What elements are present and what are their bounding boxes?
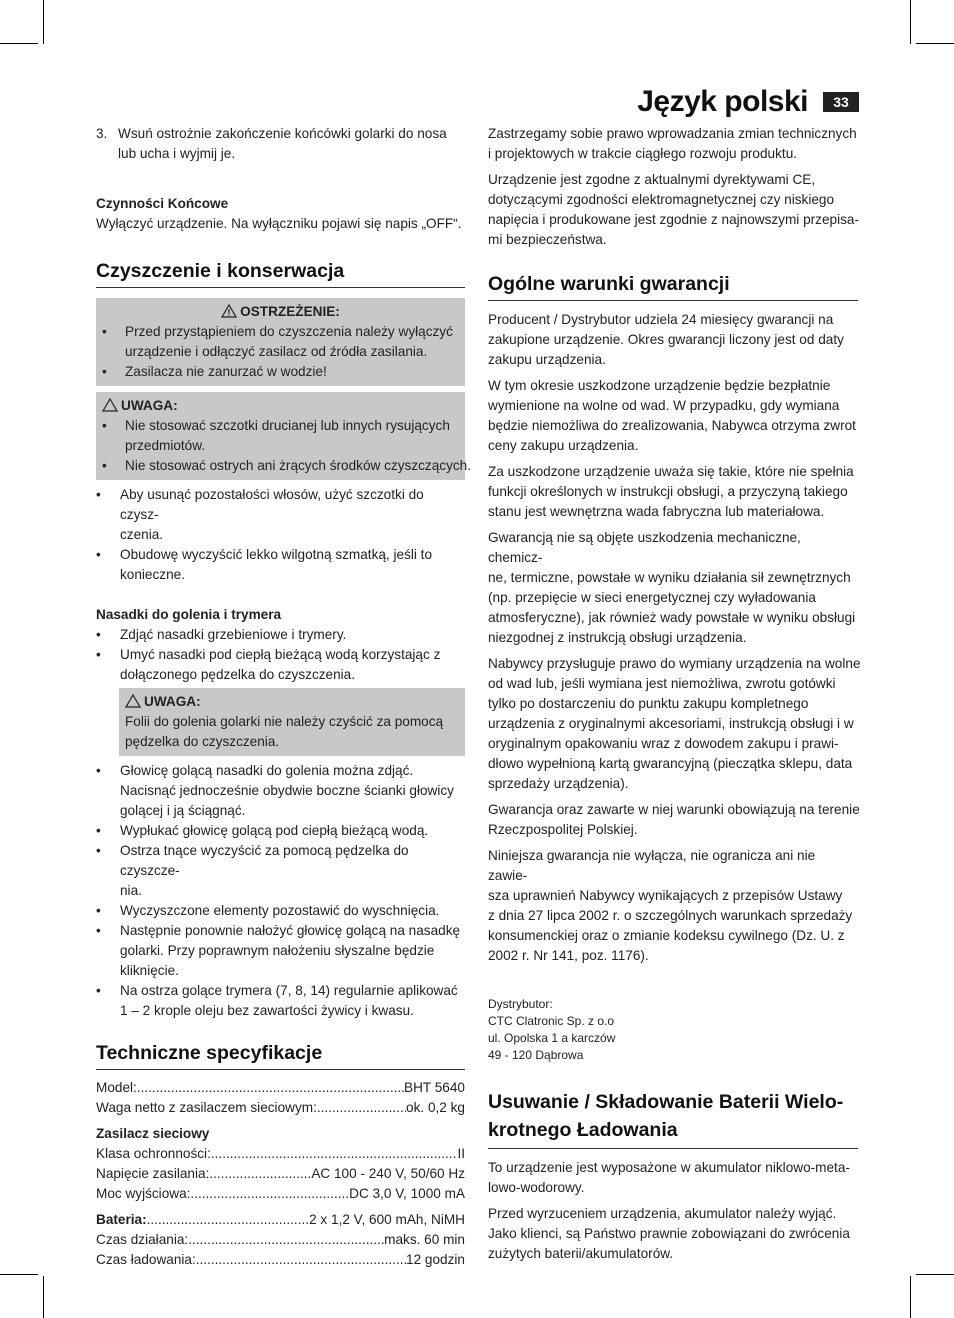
- distributor-line: ul. Opolska 1 a karczów: [488, 1031, 616, 1045]
- text-line: sprzedaży urządzenia).: [488, 776, 629, 791]
- list-item: [96, 625, 465, 645]
- bullet-icon: •: [96, 547, 101, 562]
- text-line: lowo-wodorowy.: [488, 1180, 585, 1195]
- paragraph: [488, 124, 858, 164]
- caution-text: Folii do golenia golarki nie należy czyścić za pomocą: [125, 714, 444, 729]
- bullet-icon: •: [96, 823, 101, 838]
- text-line: Producent / Dystrybutor udziela 24 miesięcy gwarancji na: [488, 312, 834, 327]
- warning-item-text: Zasilacza nie zanurzać w wodzie!: [125, 364, 327, 379]
- disposal-heading: [488, 1088, 858, 1149]
- bullet-icon: •: [96, 923, 101, 938]
- distributor-line: 49 - 120 Dąbrowa: [488, 1048, 584, 1062]
- spec-row: [96, 1144, 465, 1164]
- bullet-icon: •: [102, 418, 107, 433]
- caution-box-foil: [119, 688, 465, 756]
- list-item-text: Nacisnąć jednocześnie obydwie boczne ścianki głowicy: [120, 783, 454, 798]
- leader-dots: [209, 1164, 311, 1184]
- text-line: (np. przepięcie w sieci energetycznej czy wyładowania: [488, 590, 816, 605]
- leader-dots: [317, 1098, 406, 1118]
- list-item-text: Zdjąć nasadki grzebieniowe i trymery.: [120, 627, 347, 642]
- spec-row: [96, 1184, 465, 1204]
- text-line: Zastrzegamy sobie prawo wprowadzania zmian technicznych: [488, 126, 857, 141]
- bullet-icon: •: [102, 324, 107, 339]
- caution-box: [96, 392, 471, 480]
- text-line: mi bezpieczeństwa.: [488, 232, 607, 247]
- list-item-text: Aby usunąć pozostałości włosów, użyć szczotki do czysz-: [120, 487, 424, 522]
- step-text: Wsuń ostrożnie zakończenie końcówki golarki do nosa: [118, 126, 447, 141]
- text-line: będzie niemożliwa do zrealizowania, Nabywca otrzyma zwrot: [488, 418, 856, 433]
- warning-title: [102, 302, 459, 322]
- list-item-text: Wypłukać głowicę golącą pod ciepłą bieżącą wodą.: [120, 823, 429, 838]
- list-item-text: 1 – 2 krople oleju bez zawartości żywicy i kwasu.: [120, 1003, 414, 1018]
- page-number-badge: 33: [823, 92, 859, 112]
- spec-row: [96, 1098, 465, 1118]
- text-line: konsumenckiej oraz o zmianie kodeksu cywilnego (Dz. U. z: [488, 928, 845, 943]
- bullet-icon: •: [96, 627, 101, 642]
- final-steps-heading: Czynności Końcowe: [96, 196, 229, 211]
- list-item: [96, 761, 465, 821]
- list-item-text: Głowicę golącą nasadki do golenia można zdjąć.: [120, 763, 414, 778]
- distributor-line: CTC Clatronic Sp. z o.o: [488, 1014, 615, 1028]
- warning-triangle-icon: [221, 304, 237, 318]
- bullet-icon: •: [96, 763, 101, 778]
- spec-row: [96, 1210, 465, 1230]
- distributor-line: Dystrybutor:: [488, 997, 553, 1011]
- paragraph: [488, 528, 858, 648]
- caution-item-text: Nie stosować ostrych ani żrących środków czyszczących.: [125, 458, 471, 473]
- bullet-icon: •: [96, 647, 101, 662]
- cleaning-heading: Czyszczenie i konserwacja: [96, 259, 465, 288]
- text-line: dotyczącymi zgodności elektromagnetycznej czy niskiego: [488, 192, 835, 207]
- text-line: z dnia 27 lipca 2002 r. o szczególnych warunkach sprzedaży: [488, 908, 853, 923]
- leader-dots: [211, 1144, 458, 1164]
- text-line: i projektowych w trakcie ciągłego rozwoju produktu.: [488, 146, 798, 161]
- text-line: Nabywcy przysługuje prawo do wymiany urządzenia na wolne: [488, 656, 861, 671]
- list-item: [96, 841, 465, 901]
- list-item: [96, 485, 465, 545]
- spec-label: Czas działania:: [96, 1232, 189, 1247]
- text-line: dłowo wypełnioną kartą gwarancyjną (pieczątka sklepu, data: [488, 756, 853, 771]
- text-line: od wad lub, jeśli wymiana jest niemożliwa, zwrotu gotówki: [488, 676, 836, 691]
- list-item: [96, 921, 465, 981]
- spec-value: 2 x 1,2 V, 600 mAh, NiMH: [309, 1212, 465, 1227]
- warning-item: [102, 362, 459, 382]
- paragraph: [488, 170, 858, 250]
- paragraph: [488, 800, 858, 840]
- text-line: Gwarancja oraz zawarte w niej warunki obowiązują na terenie: [488, 802, 860, 817]
- caution-item-text: Nie stosować szczotki drucianej lub innych rysujących: [125, 418, 450, 433]
- caution-text: pędzelka do czyszczenia.: [125, 734, 280, 749]
- right-column: [488, 124, 861, 1270]
- warning-item-text: Przed przystąpieniem do czyszczenia należy wyłączyć: [125, 324, 453, 339]
- caution-item-text: przedmiotów.: [125, 438, 206, 453]
- distributor-block: [488, 996, 858, 1064]
- page-title: Język polski: [637, 85, 808, 118]
- list-item-text: Wyczyszczone elementy pozostawić do wyschnięcia.: [120, 903, 440, 918]
- text-line: Jako klienci, są Państwo prawnie zobowiązani do zwrócenia: [488, 1226, 850, 1241]
- crop-mark: [43, 0, 44, 44]
- list-item-text: czenia.: [120, 527, 164, 542]
- text-line: Niniejsza gwarancja nie wyłącza, nie ogranicza ani nie zawie-: [488, 848, 816, 883]
- text-line: Za uszkodzone urządzenie uważa się takie, które nie spełnia: [488, 464, 854, 479]
- step-number: 3.: [96, 126, 108, 141]
- text-line: Rzeczpospolitej Polskiej.: [488, 822, 638, 837]
- text-line: oryginalnym opakowaniu wraz z dowodem zakupu i prawi-: [488, 736, 839, 751]
- spec-value: II: [457, 1146, 465, 1161]
- list-item: [96, 901, 465, 921]
- text-line: wymienione na wolne od wad. W przypadku, gdy wymiana: [488, 398, 840, 413]
- list-item-text: Ostrza tnące wyczyścić za pomocą pędzelka do czyszcze-: [120, 843, 409, 878]
- list-item-text: golarki. Przy poprawnym nałożeniu słyszalne będzie: [120, 943, 435, 958]
- text-line: ne, termiczne, powstałe w wyniku działania sił zewnętrznych: [488, 570, 851, 585]
- crop-mark: [43, 1276, 44, 1318]
- heading-line: Usuwanie / Składowanie Baterii Wielo-: [488, 1091, 844, 1113]
- spec-label: Moc wyjściowa:: [96, 1186, 191, 1201]
- crop-mark: [910, 1276, 911, 1318]
- warning-title-text: OSTRZEŻENIE:: [240, 304, 340, 319]
- text-line: sza uprawnień Nabywcy wynikających z przepisów Ustawy: [488, 888, 843, 903]
- text-line: napięcia i produkowane jest zgodnie z najnowszymi przepisa-: [488, 212, 860, 227]
- spec-value: BHT 5640: [404, 1080, 465, 1095]
- list-item: [96, 821, 465, 841]
- list-item: [96, 545, 465, 585]
- final-steps-text: Wyłączyć urządzenie. Na wyłączniku pojawi się napis „OFF“.: [96, 216, 462, 231]
- list-item-text: kliknięcie.: [120, 963, 179, 978]
- text-line: urządzenia z oryginalnymi akcesoriami, instrukcją obsługi i w: [488, 716, 854, 731]
- spec-label: Waga netto z zasilaczem sieciowym:: [96, 1100, 317, 1115]
- text-line: tylko po dostarczeniu do punktu zakupu kompletnego: [488, 696, 809, 711]
- spec-label: Model:: [96, 1080, 137, 1095]
- spec-label: Klasa ochronności:: [96, 1146, 211, 1161]
- paragraph: [488, 376, 858, 456]
- text-line: 2002 r. Nr 141, poz. 1176).: [488, 948, 649, 963]
- caution-title: [102, 396, 459, 416]
- spec-row: [96, 1230, 465, 1250]
- paragraph: [488, 654, 861, 794]
- caution-title-text: UWAGA:: [144, 694, 201, 709]
- text-line: Gwarancją nie są objęte uszkodzenia mechaniczne, chemicz-: [488, 530, 801, 565]
- spec-row: [96, 1078, 465, 1098]
- spec-value: DC 3,0 V, 1000 mA: [349, 1186, 465, 1201]
- warning-item: [102, 322, 459, 362]
- text-line: W tym okresie uszkodzone urządzenie będzie bezpłatnie: [488, 378, 831, 393]
- spec-value: ok. 0,2 kg: [406, 1100, 465, 1115]
- bullet-icon: •: [96, 903, 101, 918]
- list-item-text: Następnie ponownie nałożyć głowicę golącą na nasadkę: [120, 923, 461, 938]
- warning-item-text: urządzenie i odłączyć zasilacz od źródła zasilania.: [125, 344, 428, 359]
- leader-dots: [137, 1078, 404, 1098]
- text-line: Przed wyrzuceniem urządzenia, akumulator należy wyjąć.: [488, 1206, 837, 1221]
- specs-heading: Techniczne specyfikacje: [96, 1041, 465, 1070]
- paragraph: [488, 1158, 858, 1198]
- bullet-icon: •: [96, 487, 101, 502]
- text-line: zakupione urządzenie. Okres gwarancji liczony jest od daty: [488, 332, 844, 347]
- spec-value: maks. 60 min: [384, 1232, 465, 1247]
- leader-dots: [147, 1210, 309, 1230]
- leader-dots: [190, 1184, 349, 1204]
- text-line: ceny zakupu urządzenia.: [488, 438, 639, 453]
- paragraph: [488, 462, 858, 522]
- attachments-heading: Nasadki do golenia i trymera: [96, 607, 282, 622]
- crop-mark: [910, 0, 911, 44]
- bullet-icon: •: [102, 364, 107, 379]
- warning-box: [96, 298, 465, 386]
- crop-mark: [916, 1274, 954, 1275]
- text-line: funkcji określonych w instrukcji obsługi, a przyczyną takiego: [488, 484, 848, 499]
- text-line: Urządzenie jest zgodne z aktualnymi dyrektywami CE,: [488, 172, 816, 187]
- crop-mark: [0, 1274, 38, 1275]
- paragraph: [488, 1204, 858, 1264]
- caution-triangle-icon: [102, 398, 118, 412]
- list-item-text: konieczne.: [120, 567, 185, 582]
- text-line: stanu jest wewnętrzna wada fabryczna lub materiałowa.: [488, 504, 825, 519]
- text-line: zakupu urządzenia.: [488, 352, 606, 367]
- list-item: [96, 645, 465, 685]
- caution-title-text: UWAGA:: [121, 398, 178, 413]
- list-item-text: Umyć nasadki pod ciepłą bieżącą wodą korzystając z: [120, 647, 441, 662]
- text-line: atmosferyczne), jak również wady powstałe w wyniku obsługi: [488, 610, 856, 625]
- numbered-step: [96, 124, 465, 164]
- spec-value: 12 godzin: [406, 1252, 465, 1267]
- text-line: zużytych baterii/akumulatorów.: [488, 1246, 674, 1261]
- psu-heading: Zasilacz sieciowy: [96, 1126, 210, 1141]
- leader-dots: [188, 1230, 384, 1250]
- left-column: [96, 124, 471, 1270]
- caution-item: [102, 416, 459, 456]
- caution-triangle-icon: [125, 694, 141, 708]
- step-text: lub ucha i wyjmij je.: [118, 146, 236, 161]
- paragraph: [488, 310, 858, 370]
- leader-dots: [196, 1250, 406, 1270]
- caution-item: [102, 456, 471, 476]
- bullet-icon: •: [102, 458, 107, 473]
- list-item: [96, 981, 465, 1021]
- bullet-icon: •: [96, 983, 101, 998]
- spec-label: Czas ładowania:: [96, 1252, 196, 1267]
- caution-title: [125, 692, 459, 712]
- spec-label: Bateria:: [96, 1212, 147, 1227]
- bullet-icon: •: [96, 843, 101, 858]
- heading-line: krotnego Ładowania: [488, 1119, 678, 1141]
- paragraph: [488, 846, 858, 966]
- list-item-text: dołączonego pędzelka do czyszczenia.: [120, 667, 356, 682]
- spec-row: [96, 1164, 465, 1184]
- crop-mark: [916, 43, 954, 44]
- crop-mark: [0, 43, 38, 44]
- list-item-text: Na ostrza golące trymera (7, 8, 14) regularnie aplikować: [120, 983, 458, 998]
- text-line: niezgodnej z instrukcją obsługi urządzenia.: [488, 630, 747, 645]
- list-item-text: Obudowę wyczyścić lekko wilgotną szmatką, jeśli to: [120, 547, 433, 562]
- list-item-text: golącej i ją ściągnąć.: [120, 803, 246, 818]
- warranty-heading: Ogólne warunki gwarancji: [488, 272, 858, 301]
- spec-row: [96, 1250, 465, 1270]
- text-line: To urządzenie jest wyposażone w akumulator niklowo-meta-: [488, 1160, 850, 1175]
- spec-label: Napięcie zasilania:: [96, 1166, 210, 1181]
- spec-value: AC 100 - 240 V, 50/60 Hz: [311, 1166, 465, 1181]
- list-item-text: nia.: [120, 883, 142, 898]
